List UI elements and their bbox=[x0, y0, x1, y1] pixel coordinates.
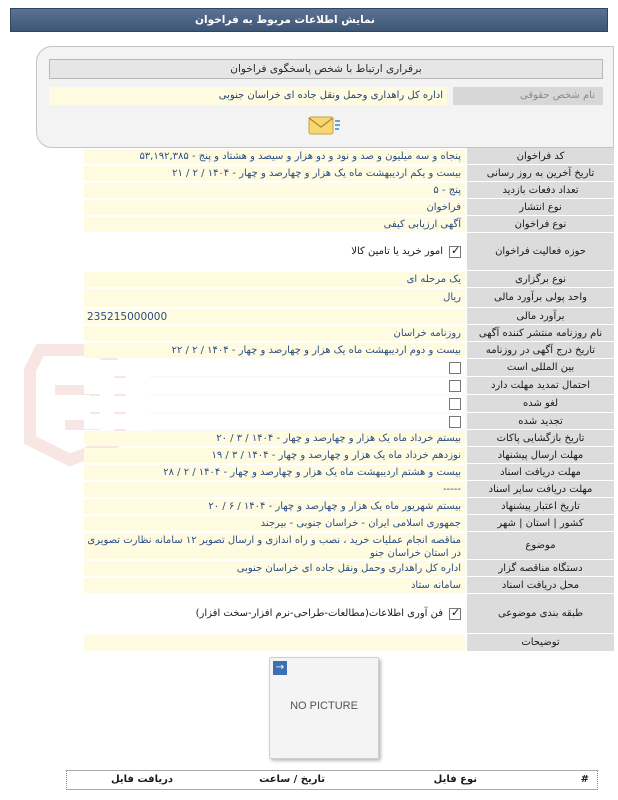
col-index: # bbox=[580, 774, 589, 785]
currency-label: واحد پولی برآورد مالی bbox=[467, 288, 614, 308]
row-location bbox=[84, 515, 614, 532]
holding-value: یک مرحله ای bbox=[84, 272, 465, 287]
row-open-date bbox=[84, 430, 614, 447]
subject-label: موضوع bbox=[467, 532, 614, 560]
no-picture-text: NO PICTURE bbox=[290, 700, 358, 712]
doc-deadline-label: مهلت دریافت اسناد bbox=[467, 464, 614, 481]
newspaper-label: نام روزنامه منتشر کننده آگهی bbox=[467, 325, 614, 342]
activity-label: حوزه فعالیت فراخوان bbox=[467, 233, 614, 271]
category-checkbox[interactable] bbox=[449, 608, 461, 620]
estimate-label: برآورد مالی bbox=[467, 308, 614, 325]
intl-value bbox=[84, 360, 465, 376]
org-label: دستگاه مناقصه گزار bbox=[467, 560, 614, 577]
mail-icon[interactable] bbox=[307, 113, 341, 137]
doc-place-label: محل دریافت اسناد bbox=[467, 577, 614, 594]
row-estimate bbox=[84, 308, 614, 325]
ad-date-value: ۲۲ / ۲ / ۱۴۰۴ - بیست و دوم اردیبهشت ماه یک هزار و چهارصد و چهار bbox=[84, 343, 465, 358]
category-value bbox=[84, 595, 465, 633]
row-category bbox=[84, 594, 614, 634]
location-value: جمهوری اسلامی ایران - خراسان جنوبی - بیرجند bbox=[84, 516, 465, 531]
cancel-label: لغو شده bbox=[467, 395, 614, 413]
row-code bbox=[84, 148, 614, 165]
row-doc-deadline bbox=[84, 464, 614, 481]
other-doc-value: ----- bbox=[84, 482, 465, 497]
row-call-type bbox=[84, 216, 614, 233]
row-description bbox=[84, 634, 614, 652]
no-picture-image[interactable] bbox=[269, 657, 379, 759]
activity-value bbox=[84, 234, 465, 270]
extend-checkbox[interactable] bbox=[449, 380, 461, 392]
col-file-type: نوع فایل bbox=[433, 774, 477, 785]
row-cancel bbox=[84, 395, 614, 413]
contact-panel bbox=[36, 46, 614, 148]
row-other-doc bbox=[84, 481, 614, 498]
row-extend bbox=[84, 377, 614, 395]
category-label: طبقه بندی موضوعی bbox=[467, 594, 614, 634]
row-send-deadline bbox=[84, 447, 614, 464]
contact-header[interactable]: برقراری ارتباط با شخص پاسخگوی فراخوان bbox=[49, 59, 603, 79]
row-newspaper bbox=[84, 325, 614, 342]
last-update-value: ۲۱ / ۲ / ۱۴۰۴ - بیست و یکم اردیبهشت ماه یک هزار و چهارصد و چهار bbox=[84, 166, 465, 181]
extend-label: احتمال تمدید مهلت دارد bbox=[467, 377, 614, 395]
row-international bbox=[84, 359, 614, 377]
row-currency bbox=[84, 288, 614, 308]
intl-checkbox[interactable] bbox=[449, 362, 461, 374]
ad-date-label: تاریخ درج آگهی در روزنامه bbox=[467, 342, 614, 359]
holding-label: نوع برگزاری bbox=[467, 271, 614, 288]
renew-value bbox=[84, 414, 465, 429]
send-deadline-value: ۱۹ / ۳ / ۱۴۰۴ - نوزدهم خرداد ماه یک هزار و چهارصد و چهار bbox=[84, 448, 465, 463]
subject-value: مناقصه انجام عملیات خرید ، نصب و راه اندازی و ارسال تصویر ۱۲ سامانه نظارت تصویری در استان خراسان جنو bbox=[84, 533, 465, 559]
other-doc-label: مهلت دریافت سایر اسناد bbox=[467, 481, 614, 498]
contact-value: اداره کل راهداری وحمل ونقل جاده ای خراسان جنوبی bbox=[49, 87, 447, 105]
code-value: ۵۳,۱۹۲,۳۸۵ - پنجاه و سه میلیون و صد و نود و دو هزار و سیصد و هشتاد و پنج bbox=[84, 149, 465, 164]
col-download: دریافت فایل bbox=[111, 774, 173, 785]
page-title: نمایش اطلاعات مربوط به فراخوان bbox=[195, 14, 375, 26]
row-renew bbox=[84, 413, 614, 430]
cancel-checkbox[interactable] bbox=[449, 398, 461, 410]
row-ad-date bbox=[84, 342, 614, 359]
row-holding bbox=[84, 271, 614, 288]
pub-type-value: فراخوان bbox=[84, 200, 465, 215]
open-date-label: تاریخ بازگشایی پاکات bbox=[467, 430, 614, 447]
currency-value: ریال bbox=[84, 289, 465, 307]
validity-label: تاریخ اعتبار پیشنهاد bbox=[467, 498, 614, 515]
open-date-value: ۲۰ / ۳ / ۱۴۰۴ - بیستم خرداد ماه یک هزار و چهارصد و چهار bbox=[84, 431, 465, 446]
send-deadline-label: مهلت ارسال پیشنهاد bbox=[467, 447, 614, 464]
contact-row bbox=[49, 87, 603, 105]
row-last-update bbox=[84, 165, 614, 182]
arrow-right-icon: → bbox=[273, 661, 287, 675]
doc-deadline-value: ۲۸ / ۲ / ۱۴۰۴ - بیست و هشتم اردیبهشت ماه یک هزار و چهارصد و چهار bbox=[84, 465, 465, 480]
pub-type-label: نوع انتشار bbox=[467, 199, 614, 216]
activity-text: امور خرید یا تامین کالا bbox=[351, 246, 443, 257]
renew-label: تجدید شده bbox=[467, 413, 614, 430]
page-title-bar bbox=[10, 8, 608, 32]
row-visits bbox=[84, 182, 614, 199]
row-org bbox=[84, 560, 614, 577]
activity-checkbox[interactable] bbox=[449, 246, 461, 258]
row-doc-place bbox=[84, 577, 614, 594]
desc-label: توضیحات bbox=[467, 634, 614, 652]
col-date-time: تاریخ / ساعت bbox=[259, 774, 325, 785]
visits-value: ۵ - پنج bbox=[84, 183, 465, 198]
row-activity bbox=[84, 233, 614, 271]
cancel-value bbox=[84, 396, 465, 412]
row-pub-type bbox=[84, 199, 614, 216]
row-subject bbox=[84, 532, 614, 560]
extend-value bbox=[84, 378, 465, 394]
validity-value: ۲۰ / ۶ / ۱۴۰۴ - بیستم شهریور ماه یک هزار و چهارصد و چهار bbox=[84, 499, 465, 514]
estimate-value: 235215000000 bbox=[84, 309, 465, 324]
row-validity bbox=[84, 498, 614, 515]
last-update-label: تاریخ آخرین به روز رسانی bbox=[467, 165, 614, 182]
desc-value bbox=[84, 635, 465, 651]
visits-label: تعداد دفعات بازدید bbox=[467, 182, 614, 199]
intl-label: بین المللی است bbox=[467, 359, 614, 377]
files-table-header bbox=[66, 770, 598, 790]
code-label: کد فراخوان bbox=[467, 148, 614, 165]
call-type-label: نوع فراخوان bbox=[467, 216, 614, 233]
call-type-value: آگهی ارزیابی کیفی bbox=[84, 217, 465, 232]
location-label: کشور | استان | شهر bbox=[467, 515, 614, 532]
org-value: اداره کل راهداری وحمل ونقل جاده ای خراسان جنوبی bbox=[84, 561, 465, 576]
category-text: فن آوری اطلاعات(مطالعات-طراحی-نرم افزار-سخت افزار) bbox=[195, 608, 443, 619]
contact-label: نام شخص حقوقی bbox=[453, 87, 603, 105]
newspaper-value: روزنامه خراسان bbox=[84, 326, 465, 341]
doc-place-value: سامانه ستاد bbox=[84, 578, 465, 593]
renew-checkbox[interactable] bbox=[449, 416, 461, 428]
